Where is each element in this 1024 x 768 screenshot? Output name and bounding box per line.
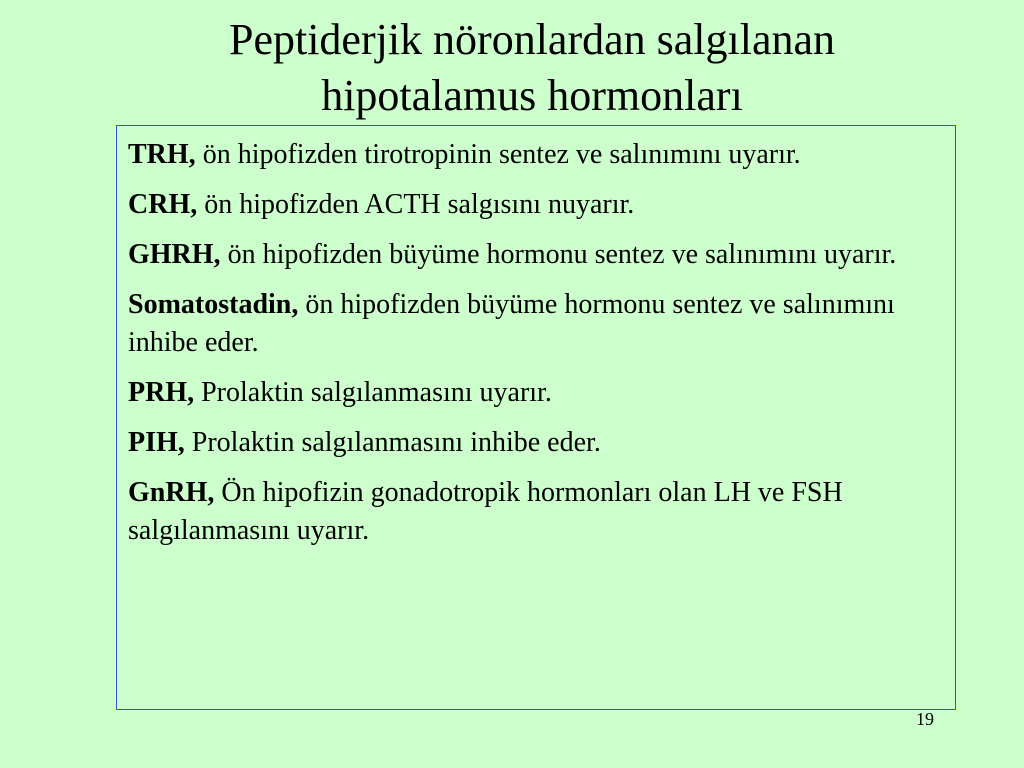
entry-term: Somatostadin,: [128, 289, 299, 320]
entry-term: CRH,: [128, 189, 198, 220]
entry-crh: [128, 186, 945, 224]
entry-text: Ön hipofizin gonadotropik hormonları olan LH ve FSH salgılanmasını uyarır.: [128, 477, 843, 546]
entry-text: Prolaktin salgılanmasını uyarır.: [194, 377, 552, 408]
entry-somatostadin: [128, 286, 945, 362]
entry-term: PRH,: [128, 377, 195, 408]
entry-term: GnRH,: [128, 477, 215, 508]
page-number: 19: [916, 709, 934, 729]
entry-text: ön hipofizden tirotropinin sentez ve salınımını uyarır.: [195, 139, 801, 170]
entry-prh: [128, 374, 945, 412]
entry-term: GHRH,: [128, 239, 221, 270]
slide-title: [0, 12, 1024, 124]
entry-trh: [128, 136, 945, 174]
entry-text: ön hipofizden ACTH salgısını nuyarır.: [197, 189, 635, 220]
entry-gnrh: [128, 474, 945, 550]
entry-term: TRH,: [128, 139, 196, 170]
entry-pih: [128, 424, 945, 462]
entry-text: ön hipofizden büyüme hormonu sentez ve salınımını inhibe eder.: [128, 289, 895, 358]
hormone-list-box: [116, 125, 956, 710]
entry-term: PIH,: [128, 427, 185, 458]
entry-text: ön hipofizden büyüme hormonu sentez ve salınımını uyarır.: [220, 239, 897, 270]
title-line-2: hipotalamus hormonları: [321, 71, 743, 120]
title-line-1: Peptiderjik nöronlardan salgılanan: [228, 15, 836, 64]
entry-text: Prolaktin salgılanmasını inhibe eder.: [184, 427, 601, 458]
entry-ghrh: [128, 236, 945, 274]
